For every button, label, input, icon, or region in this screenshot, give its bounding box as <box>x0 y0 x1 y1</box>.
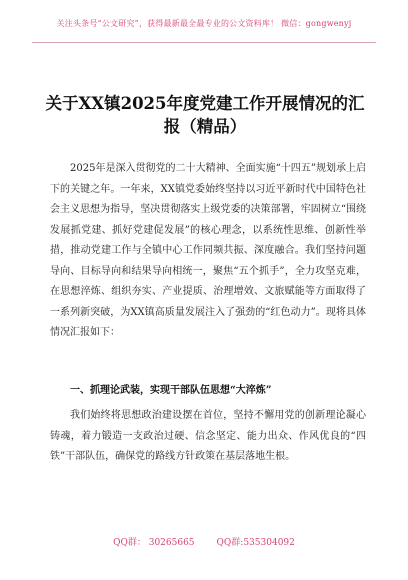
header-divider <box>32 42 376 43</box>
intro-paragraph: 2025年是深入贯彻党的二十大精神、全面实施“十四五”规划承上启下的关键之年。一年来，XX镇党委始终坚持以习近平新时代中国特色社会主义思想为指导，坚决贯彻落实上级党委的决策部署，牢固树立“围绕发展抓党建、抓好党建促发展”的核心理念，以系统性思维、创新性举措，推动党建工作与全镇中心工作同频共振、深度融合。我们坚持问题导向、目标导向和结果导向相统一，聚焦“五个抓手”，全力攻坚克难，在思想淬炼、组织夯实、产业提质、治理增效、文旅赋能等方面取得了一系列新突破，为XX镇高质量发展注入了强劲的“红色动力”。现将具体情况汇报如下： <box>50 163 366 338</box>
section-paragraph: 我们始终将思想政治建设摆在首位，坚持不懈用党的创新理论凝心铸魂，着力锻造一支政治过硬、信念坚定、能力出众、作风优良的“四铁”干部队伍，确保党的路线方针政策在基层落地生根。 <box>50 410 366 462</box>
footer <box>0 535 408 548</box>
section-heading: 一、抓理论武装，实现干部队伍思想“大淬炼” <box>70 385 272 396</box>
header-banner: 关注头条号“公文研究”，获得最新最全最专业的公文资料库！ 微信：gongwenyj <box>56 19 352 28</box>
document-title: 关于XX镇2025年度党建工作开展情况的汇报（精品） <box>45 94 365 136</box>
footer-qq-group-2: QQ群:535304092 <box>216 538 295 548</box>
footer-qq-group-1: QQ群： 30265665 <box>113 538 195 548</box>
